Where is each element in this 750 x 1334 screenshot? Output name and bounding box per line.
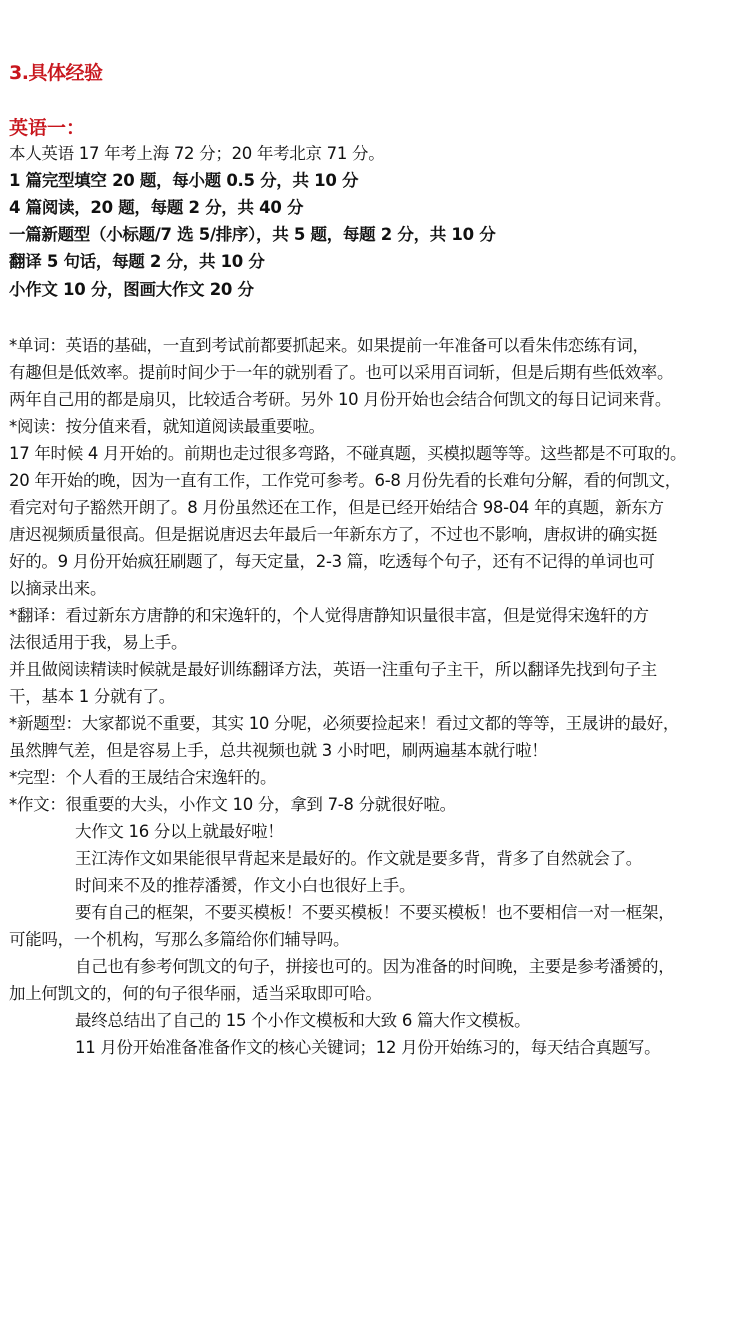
body-line: 有趣但是低效率。提前时间少于一年的就别看了。也可以采用百词斩，但是后期有些低效率。	[9, 363, 674, 382]
body-line: 唐迟视频质量很高。但是据说唐迟去年最后一年新东方了，不过也不影响，唐叔讲的确实挺	[9, 525, 658, 544]
essay-line: 最终总结出了自己的 15 个小作文模板和大致 6 篇大作文模板。	[75, 1011, 531, 1030]
intro-line: 1 篇完型填空 20 题，每小题 0.5 分，共 10 分	[9, 171, 359, 190]
body-line-reading: *阅读：按分值来看，就知道阅读最重要啦。	[9, 417, 325, 436]
essay-line: 时间来不及的推荐潘赟，作文小白也很好上手。	[75, 876, 416, 895]
body-line: 虽然脾气差，但是容易上手，总共视频也就 3 小时吧，刷两遍基本就行啦！	[9, 741, 548, 760]
body-line: 以摘录出来。	[9, 579, 107, 598]
essay-line: 王江涛作文如果能很早背起来是最好的。作文就是要多背，背多了自然就会了。	[75, 849, 643, 868]
essay-line: 大作文 16 分以上就最好啦！	[75, 822, 284, 841]
body-line-vocab: *单词：英语的基础，一直到考试前都要抓起来。如果提前一年准备可以看朱伟恋练有词，	[9, 336, 649, 355]
intro-line: 一篇新题型（小标题/7 选 5/排序），共 5 题，每题 2 分，共 10 分	[9, 225, 496, 244]
body-line: 两年自己用的都是扇贝，比较适合考研。另外 10 月份开始也会结合何凯文的每日记词来背。	[9, 390, 672, 409]
body-line: 好的。9 月份开始疯狂刷题了，每天定量，2-3 篇，吃透每个句子，还有不记得的单词也可	[9, 552, 655, 571]
intro-line: 4 篇阅读，20 题，每题 2 分，共 40 分	[9, 198, 304, 217]
essay-line: 加上何凯文的，何的句子很华丽，适当采取即可哈。	[9, 984, 382, 1003]
body-line: 并且做阅读精读时候就是最好训练翻译方法，英语一注重句子主干，所以翻译先找到句子主	[9, 660, 658, 679]
body-line-writing: *作文：很重要的大头，小作文 10 分，拿到 7-8 分就很好啦。	[9, 795, 456, 814]
intro-line: 小作文 10 分，图画大作文 20 分	[9, 280, 254, 299]
intro-line: 本人英语 17 年考上海 72 分；20 年考北京 71 分。	[9, 144, 385, 163]
body-line-cloze: *完型：个人看的王晟结合宋逸轩的。	[9, 768, 277, 787]
body-line-new-type: *新题型：大家都说不重要，其实 10 分呢，必须要捡起来！看过文都的等等，王晟讲的最好，	[9, 714, 680, 733]
body-line: 干，基本 1 分就有了。	[9, 687, 175, 706]
essay-line: 11 月份开始准备准备作文的核心关键词；12 月份开始练习的，每天结合真题写。	[75, 1038, 661, 1057]
essay-line: 可能吗，一个机构，写那么多篇给你们辅导吗。	[9, 930, 350, 949]
subject-title: 英语一：	[9, 117, 86, 139]
intro-line: 翻译 5 句话，每题 2 分，共 10 分	[9, 252, 265, 271]
body-line-translation: *翻译：看过新东方唐静的和宋逸轩的，个人觉得唐静知识量很丰富，但是觉得宋逸轩的方	[9, 606, 649, 625]
body-line: 17 年时候 4 月开始的。前期也走过很多弯路，不碰真题，买模拟题等等。这些都是不可取的。	[9, 444, 687, 463]
essay-line: 自己也有参考何凯文的句子，拼接也可的。因为准备的时间晚，主要是参考潘赟的，	[75, 957, 675, 976]
body-line: 法很适用于我，易上手。	[9, 633, 188, 652]
body-line: 看完对句子豁然开朗了。8 月份虽然还在工作，但是已经开始结合 98-04 年的真题，新东方	[9, 498, 664, 517]
section-title: 3.具体经验	[9, 62, 103, 84]
body-line: 20 年开始的晚，因为一直有工作，工作党可参考。6-8 月份先看的长难句分解，看的何凯文，	[9, 471, 681, 490]
essay-line: 要有自己的框架，不要买模板！不要买模板！不要买模板！也不要相信一对一框架，	[75, 903, 675, 922]
